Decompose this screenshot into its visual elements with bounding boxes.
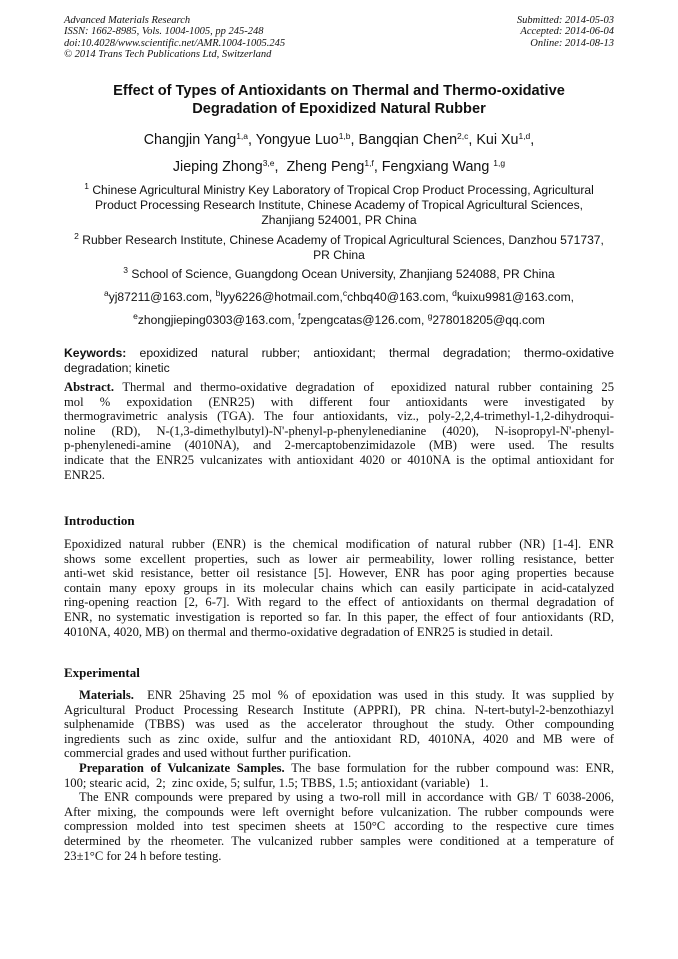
affiliation-text: School of Science, Guangdong Ocean University, Zhanjiang 524088, PR China — [131, 267, 555, 281]
author-sup: 1,d — [518, 131, 531, 141]
introduction-line: anti-wet skid resistance, better oil resistance [5]. However, ENR has poor aging properties because — [64, 566, 614, 581]
introduction-line: ring-opening reaction [2, 6-7]. With regard to the effect of antioxidants on thermal degradation of — [64, 595, 614, 610]
journal-header — [64, 15, 285, 60]
author-name: Changjin Yang — [143, 132, 237, 148]
email-sup: c — [342, 288, 348, 298]
materials-label: Materials. — [79, 688, 134, 702]
email-sup: f — [298, 311, 301, 321]
author-name: Zheng Peng — [286, 159, 365, 175]
introduction-line: ENR, no systematic investigation is reported so far. In this paper, the effect of four antioxidants (RD, — [64, 609, 614, 624]
abstract-line: mol % expoxidation (ENR25) with different four antioxidants were investigated by — [64, 394, 614, 409]
title-line-1: Effect of Types of Antioxidants on Thermal and Thermo-oxidative — [113, 83, 565, 99]
email-sup: d — [452, 288, 457, 298]
introduction-line: contain many epoxy groups in its molecular chains which can easily participate in acid-catalyzed — [64, 580, 614, 595]
compound-line: compression molded into test specimen sheets at 150°C according to the respective cure times — [64, 819, 614, 834]
keywords-text: epoxidized natural rubber; antioxidant; thermal degradation; thermo-oxidative degradation; kinetic — [64, 346, 614, 375]
author-sup: 1,g — [493, 158, 506, 168]
title-line-2: Degradation of Epoxidized Natural Rubber — [192, 101, 486, 117]
materials-line: ingredients such as zinc oxide, sulfur and the antioxidant RD, 4010NA, 4020 and MB were of — [64, 731, 614, 746]
preparation-label: Preparation of Vulcanizate Samples. — [79, 760, 285, 775]
emails-line-2 — [64, 313, 614, 328]
author-name: Kui Xu — [476, 132, 519, 148]
dates-header — [517, 15, 614, 49]
email-address: zpengcatas@126.com, — [300, 313, 428, 327]
compound-line: determined by the rheometer. The vulcanized rubber samples were conditioned at a temperature of — [64, 833, 614, 848]
abstract-line: indicate that the ENR25 vulcanizates with antioxidant 4020 or 4010NA is the optimal antioxidant for — [64, 452, 614, 467]
author-sup: 1,f — [364, 158, 374, 168]
affiliation-line: PR China — [313, 248, 365, 262]
email-address: lyy6226@hotmail.com, — [220, 290, 343, 304]
abstract — [64, 380, 614, 482]
author-separator: , — [274, 159, 287, 175]
author-sup: 2,c — [457, 131, 469, 141]
affiliation-sup: 1 — [84, 181, 89, 191]
materials-text: ENR 25having 25 mol % of epoxidation was used in this study. It was supplied by — [133, 688, 614, 702]
affiliation-2 — [64, 233, 614, 263]
author-sup: 3,e — [262, 158, 275, 168]
abstract-line: noline (RD), N-(1,3-dimethylbutyl)-N'-phenyl-p-phenylenedianine (4020), N-isopropyl-N'-phenyl- — [64, 423, 614, 438]
author-separator: , — [373, 159, 382, 175]
preparation-line — [64, 761, 614, 776]
introduction-line: 4010NA, 4020, MB) on thermal and thermo-oxidative degradation of ENR25 is studied in detail. — [64, 624, 553, 639]
author-name: Bangqian Chen — [358, 132, 458, 148]
email-address: zhongjieping0303@163.com, — [137, 313, 299, 327]
introduction-body — [64, 537, 614, 639]
doi-line: doi:10.4028/www.scientific.net/AMR.1004-1005.245 — [64, 37, 286, 49]
email-address: kuixu9981@163.com, — [456, 290, 575, 304]
authors-line-1 — [64, 132, 614, 148]
author-separator: , — [350, 132, 359, 148]
affiliation-line — [64, 233, 614, 248]
email-sup: e — [133, 311, 138, 321]
compound-line: 23±1°C for 24 h before testing. — [64, 848, 222, 863]
email-sup: a — [103, 288, 109, 298]
author-sup: 1,b — [338, 131, 351, 141]
submitted-date: Submitted: 2014-05-03 — [516, 15, 614, 26]
materials-line: Agricultural Product Processing Research Institute (APPRI), PR china. N-tert-butyl-2-benzothiazyl — [64, 702, 614, 717]
materials-line: sulphenamide (TBBS) was used as the accelerator throughout the study. Other compounding — [64, 717, 614, 732]
accepted-date: Accepted: 2014-06-04 — [520, 26, 614, 38]
email-address: 278018205@qq.com — [432, 313, 545, 327]
author-separator: , — [530, 132, 535, 148]
email-address: chbq40@163.com, — [347, 290, 453, 304]
author-sup: 1,a — [236, 131, 249, 141]
affiliation-line — [64, 183, 614, 198]
compound-line: The ENR compounds were prepared by using a two-roll mill in accordance with GB/ T 6038-2006, — [79, 790, 614, 805]
abstract-line: thermogravimetric analysis (TGA). The four antioxidants, viz., poly-2,2,4-trimethyl-1,2-dihydroqui- — [64, 409, 614, 424]
affiliation-sup: 2 — [74, 231, 79, 241]
section-heading-experimental: Experimental — [64, 665, 140, 680]
email-address: yj87211@163.com, — [108, 290, 216, 304]
materials-line: commercial grades and used without further purification. — [64, 746, 352, 761]
affiliation-text: Rubber Research Institute, Chinese Academy of Tropical Agricultural Sciences, Danzhou 571737, — [82, 233, 604, 247]
section-heading-introduction: Introduction — [64, 513, 135, 528]
email-sup: b — [215, 288, 221, 298]
online-date: Online: 2014-08-13 — [530, 37, 614, 49]
issn-line: ISSN: 1662-8985, Vols. 1004-1005, pp 245-248 — [64, 26, 264, 38]
introduction-line: shows some excellent properties, such as lower air permeability, lower rolling resistance, better — [64, 551, 614, 566]
abstract-text: Thermal and thermo-oxidative degradation of epoxidized natural rubber containing 25 — [114, 380, 614, 394]
affiliation-line: Product Processing Research Institute, Chinese Academy of Tropical Agricultural Sciences, — [94, 198, 584, 212]
affiliation-text: Chinese Agricultural Ministry Key Laboratory of Tropical Crop Product Processing, Agricultural — [92, 183, 594, 197]
abstract-line: ENR25. — [64, 467, 105, 482]
abstract-line — [64, 380, 614, 395]
preparation-line: 100; stearic acid, 2; zinc oxide, 5; sulfur, 1.5; TBBS, 1.5; antioxidant (variable) 1. — [64, 775, 489, 790]
paper-title — [64, 82, 614, 118]
keywords-label: Keywords: — [64, 346, 127, 360]
journal-name: Advanced Materials Research — [64, 15, 191, 26]
affiliation-1 — [64, 183, 614, 228]
keywords — [64, 346, 614, 375]
author-separator: , — [248, 132, 256, 148]
affiliation-line: Zhanjiang 524001, PR China — [261, 213, 417, 227]
author-separator: , — [468, 132, 477, 148]
affiliation-sup: 3 — [123, 265, 129, 275]
authors-line-2 — [64, 159, 614, 175]
affiliation-line — [64, 267, 614, 282]
compound-line: After mixing, the compounds were left overnight before vulcanization. The rubber compounds were — [64, 804, 614, 819]
copyright-line: © 2014 Trans Tech Publications Ltd, Switzerland — [64, 48, 272, 60]
author-name: Yongyue Luo — [255, 132, 339, 148]
affiliation-3 — [64, 267, 614, 282]
emails-line-1 — [64, 290, 614, 305]
materials-line — [64, 688, 614, 703]
experimental-body — [64, 688, 614, 863]
preparation-text: The base formulation for the rubber compound was: ENR, — [284, 760, 614, 775]
abstract-line: p-phenylenedi-amine (4010NA), and 2-mercaptobenzimidazole (MB) were used. The results — [64, 438, 614, 453]
author-name: Fengxiang Wang — [381, 159, 494, 175]
abstract-label: Abstract. — [64, 380, 115, 394]
author-name: Jieping Zhong — [172, 159, 263, 175]
email-sup: g — [427, 311, 433, 321]
introduction-line: Epoxidized natural rubber (ENR) is the chemical modification of natural rubber (NR) [1-4]. ENR — [64, 537, 614, 551]
